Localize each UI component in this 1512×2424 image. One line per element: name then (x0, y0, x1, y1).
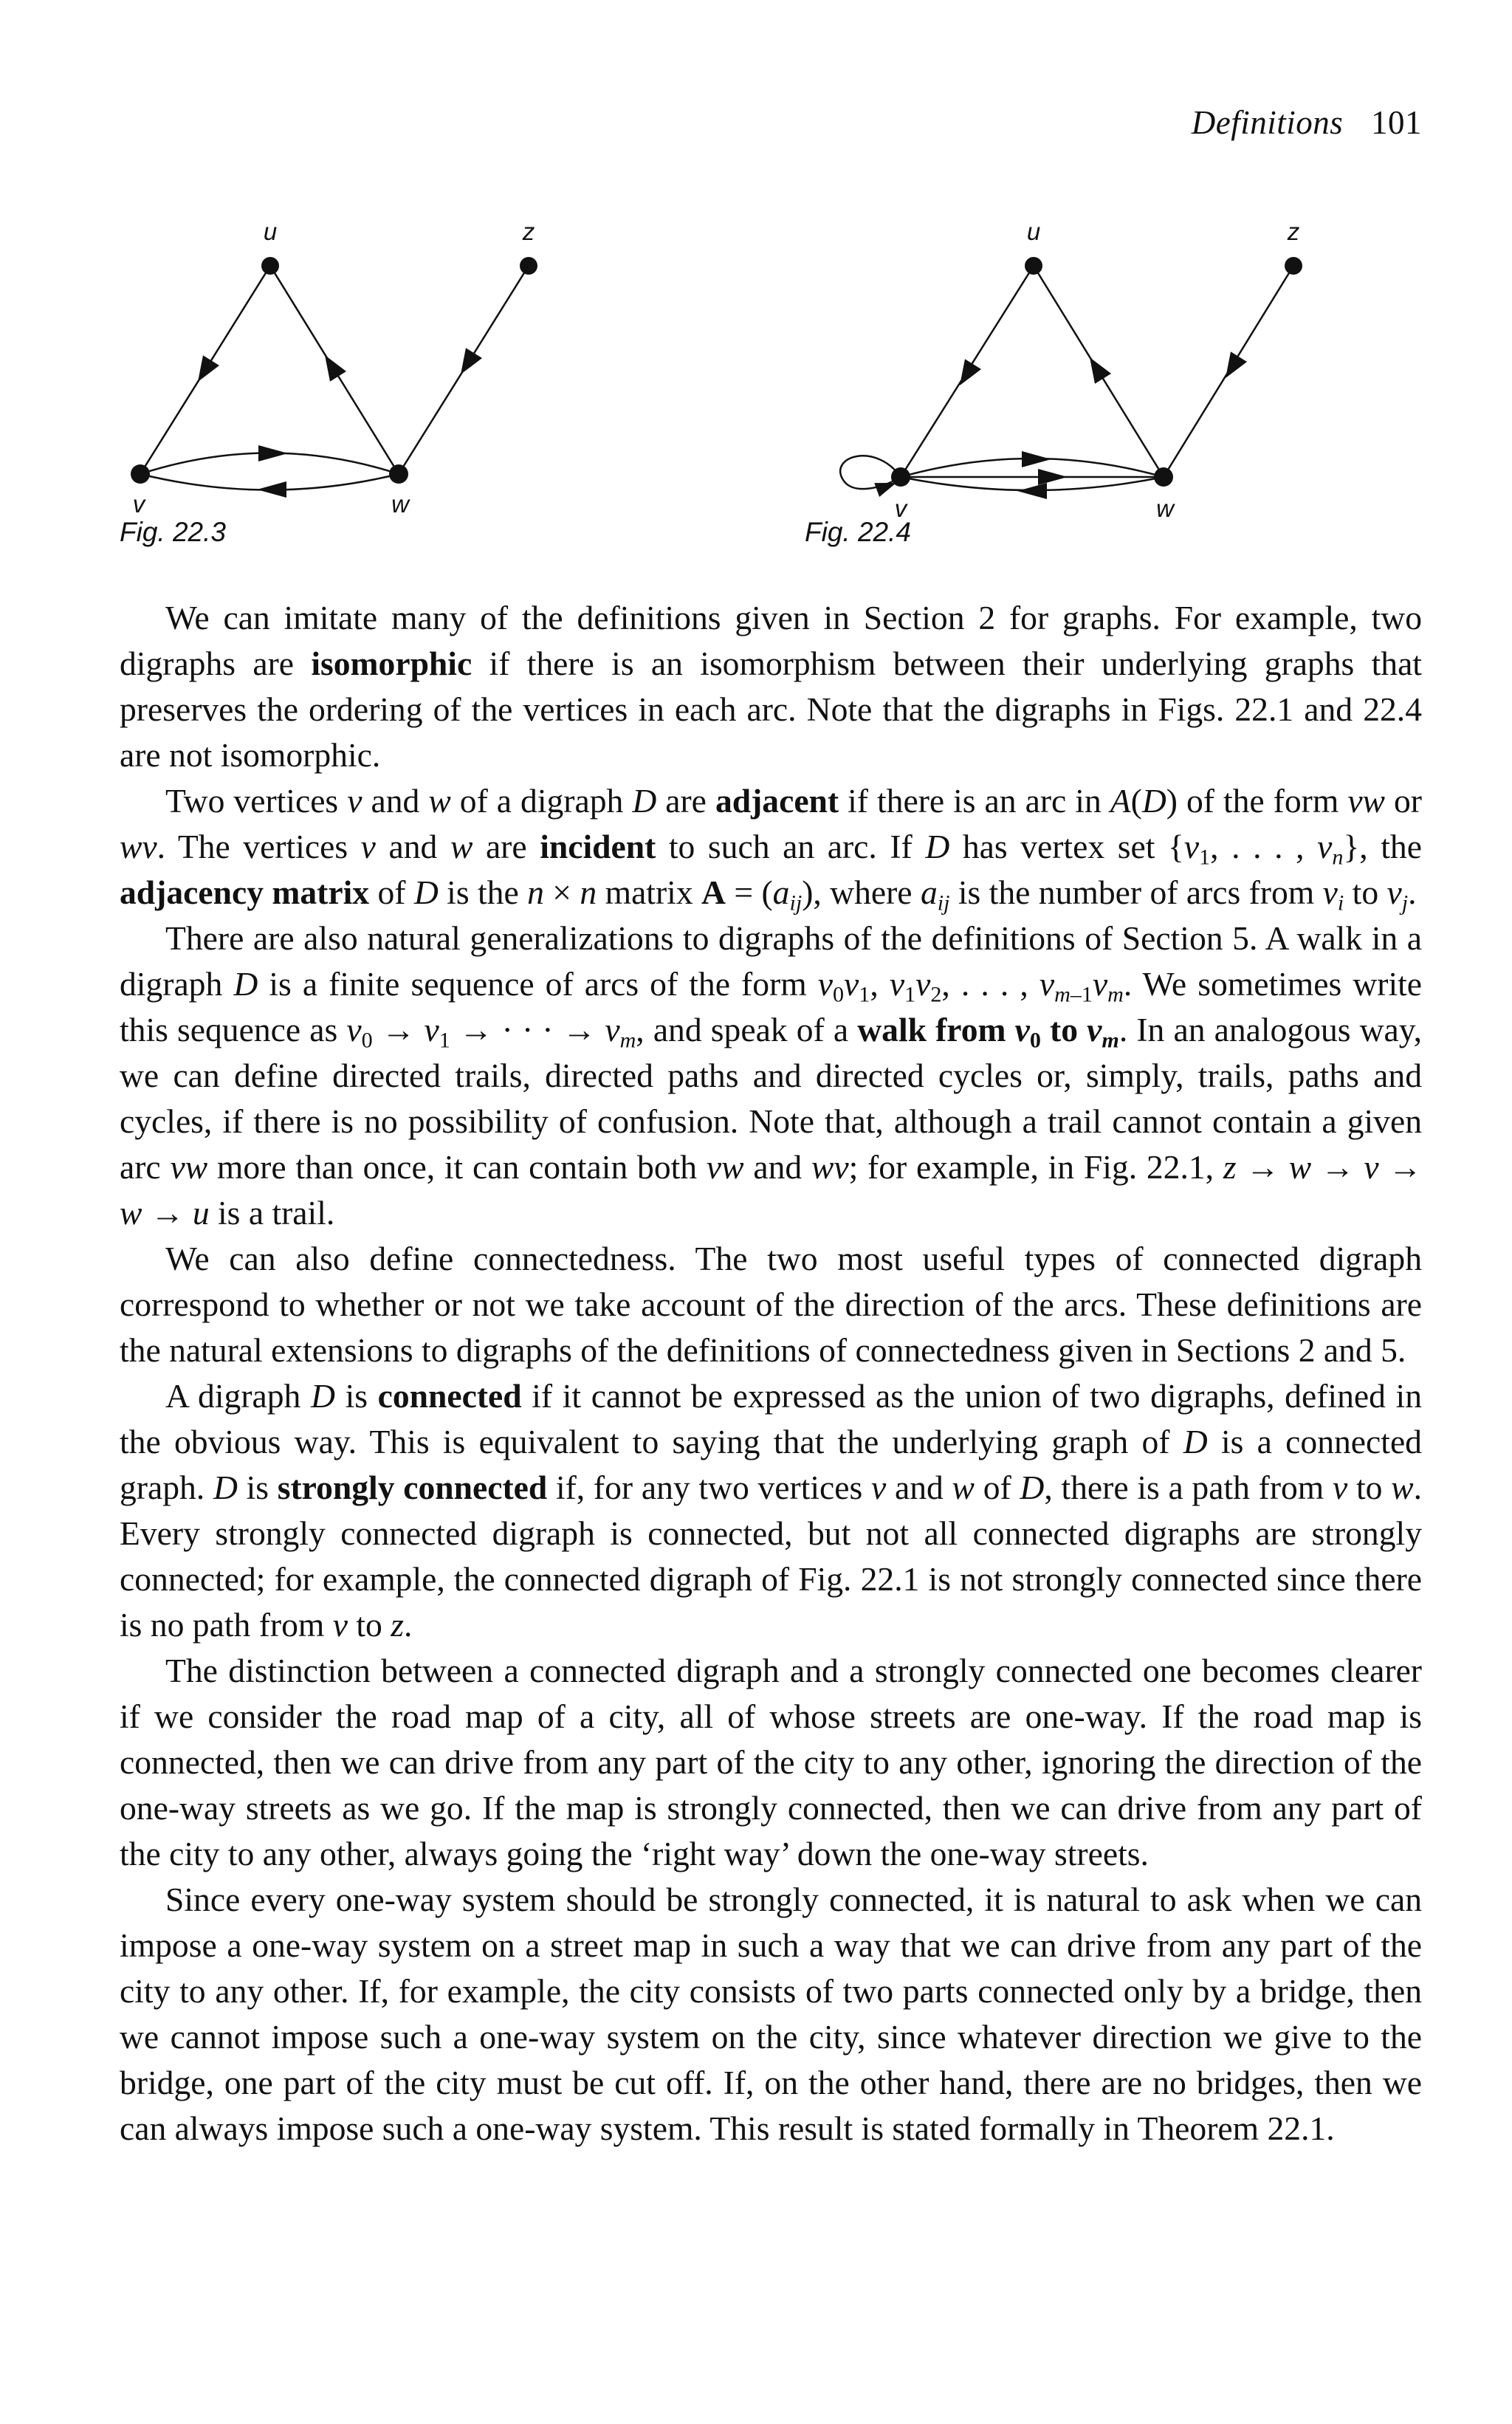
node-label-z: z (1287, 218, 1300, 245)
subscript: n (1332, 844, 1344, 870)
node-label-w: w (391, 490, 409, 518)
math-var: v (1183, 828, 1200, 865)
node-label-u: u (263, 218, 278, 245)
subscript: i (1337, 890, 1344, 916)
math-var: v (889, 965, 905, 1003)
subscript: 0 (833, 981, 845, 1007)
bold-term: isomorphic (311, 645, 472, 682)
math-var: v (424, 1011, 439, 1048)
arrowhead-u-to-v (952, 359, 981, 391)
math-var: n (527, 873, 544, 911)
arrowhead-z-to-w (453, 348, 482, 380)
math-var: w (120, 1194, 142, 1232)
math-var: v (332, 1606, 348, 1644)
math-var: u (192, 1194, 210, 1232)
math-var: v (1322, 873, 1338, 911)
math-var: D (213, 1469, 238, 1506)
page-number: 101 (1371, 104, 1422, 141)
body-text (120, 595, 1422, 2152)
math-var: v (1317, 828, 1333, 865)
digraph-22-4 (805, 207, 1307, 554)
bold-math-var: v (1014, 1011, 1030, 1048)
running-head (1192, 103, 1422, 142)
node-label-v: v (132, 490, 145, 518)
math-var: D (1183, 1423, 1208, 1460)
math-var: v (817, 965, 833, 1003)
subscript: 1 (859, 981, 870, 1007)
subscript: 2 (930, 981, 942, 1007)
node-label-v: v (894, 495, 907, 522)
math-var: v (1386, 873, 1402, 911)
paragraph: We can also define connectedness. The two most useful types of connected digraph correspond to whether or not we take account of the direction of the arcs. These definitions are the natural extensions to digraphs of the definitions of connectedness given in Sections 2 and 5. (120, 1240, 1422, 1369)
math-var: a (920, 873, 938, 911)
paragraph: The distinction between a connected digraph and a strongly connected one becomes clearer if we consider the road map of a city, all of whose streets are one-way. If the road map is connected, then we can drive from any part of the city to any other, ignoring the direction of the one-way streets as we go. If the map is strongly connected, then we can drive from any part of the city to any other, always going the ‘right way’ down the one-way streets. (120, 1652, 1422, 1872)
running-head-title: Definitions (1191, 104, 1344, 141)
figure-caption: Fig. 22.4 (805, 517, 911, 547)
node-label-w: w (1156, 495, 1174, 522)
figure-22-3 (111, 207, 568, 554)
math-var: v (605, 1011, 620, 1048)
math-var: D (1020, 1469, 1045, 1506)
node-w (1154, 467, 1173, 487)
arrowhead-w-to-u (1082, 352, 1111, 384)
math-var: w (952, 1469, 975, 1506)
bold-term: walk from (857, 1011, 1015, 1048)
bold-term: connected (377, 1377, 522, 1415)
math-var: w (1391, 1469, 1414, 1506)
node-z (1285, 257, 1302, 275)
arrowhead-w-to-v (257, 481, 286, 498)
math-var: D (632, 782, 657, 820)
math-var: vw (706, 1148, 744, 1186)
node-u (261, 257, 279, 275)
math-var: z (1223, 1148, 1237, 1186)
subscript: m (1054, 981, 1071, 1007)
math-var: w (450, 828, 473, 865)
subscript: ij (789, 890, 803, 916)
node-u (1025, 257, 1042, 275)
math-var: w (428, 782, 451, 820)
subscript: m (619, 1027, 636, 1053)
math-var: w (1288, 1148, 1312, 1186)
arrowhead-v-to-w-upper (1022, 451, 1051, 467)
node-label-z: z (522, 218, 535, 245)
math-var: v (1092, 965, 1108, 1003)
math-var: v (347, 782, 362, 820)
paragraph: We can imitate many of the definitions given in Section 2 for graphs. For example, two digraphs are isomorphic if there is an isomorphism between their underlying graphs that preserves the ordering of the vertices in each arc. Note that the digraphs in Figs. 22.1 and 22.4 are not isomorphic. (120, 599, 1422, 774)
node-w (389, 464, 408, 484)
node-z (520, 257, 537, 275)
math-var: z (391, 1606, 404, 1644)
math-var: D (925, 828, 950, 865)
figure-22-4 (805, 207, 1307, 554)
math-var: v (915, 965, 931, 1003)
arrowhead-w-to-v (1017, 483, 1047, 499)
bold-term: A (701, 873, 726, 911)
arrowhead-v-to-w (258, 445, 288, 461)
subscript: ij (937, 890, 950, 916)
subscript: 0 (361, 1027, 373, 1053)
subscript: m (1102, 1027, 1119, 1053)
arrowhead-u-to-v (190, 355, 219, 387)
math-var: D (1141, 782, 1166, 820)
math-var: v (844, 965, 859, 1003)
subscript: 1 (1199, 844, 1211, 870)
subscript: 0 (1029, 1027, 1041, 1053)
math-var: D (233, 965, 258, 1003)
bold-term: to (1040, 1011, 1087, 1048)
figure-caption: Fig. 22.3 (120, 517, 226, 547)
arrowhead-z-to-w (1217, 351, 1247, 383)
arrowhead-w-to-u (317, 350, 346, 382)
paragraph: There are also natural generalizations to digraphs of the definitions of Section 5. A walk in a digraph D is a finite sequence of arcs of the form $v_0v_1$, $v_1v_2$, . . . , $v_{m-1}v_m$. We sometimes write this sequence as $v_0 \to v_1$ → · · · → $v_m$, and speak of a walk from $v_0$ to $v_m$. In an analogous way, we can define directed trails, directed paths and directed cycles or, simply, trails, paths and cycles, if there is no possibility of confusion. Note that, although a trail cannot contain a given arc vw more than once, it can contain both vw and wv; for example, in Fig. 22.1, z → w → v → w → u is a trail. (120, 919, 1423, 1232)
math-var: v (871, 1469, 887, 1506)
bold-term: adjacent (715, 782, 839, 820)
math-var: v (1364, 1148, 1379, 1186)
subscript: –1 (1070, 981, 1093, 1007)
math-var: a (772, 873, 790, 911)
math-var: v (360, 828, 376, 865)
math-var: n (580, 873, 597, 911)
paragraph: A digraph D is connected if it cannot be expressed as the union of two digraphs, defined in the obvious way. This is equivalent to saying that the underlying graph of D is a connected graph. D is strongly connected if, for any two vertices v and w of D, there is a path from v to w. Every strongly connected digraph is connected, but not all connected digraphs are strongly connected; for example, the connected digraph of Fig. 22.1 is not strongly connected since there is no path from v to z. (120, 1377, 1423, 1644)
bold-math-var: v (1087, 1011, 1102, 1048)
math-var: A (1110, 782, 1131, 820)
math-var: D (310, 1377, 335, 1415)
math-var: v (1039, 965, 1055, 1003)
math-var: v (1333, 1469, 1348, 1506)
math-var: v (346, 1011, 362, 1048)
bold-term: incident (540, 828, 656, 865)
math-var: vw (1347, 782, 1385, 820)
paragraph: Two vertices v and w of a digraph D are adjacent if there is an arc in A(D) of the form vw or wv. The vertices v and w are incident to such an arc. If D has vertex set {$v_1$, . . . , $v_n$}, the adjacency matrix of D is the n × n matrix $A = (a_{ij})$, where $a_{ij}$ is the number of arcs from $v_i$ to $v_j$. (120, 782, 1422, 916)
arrowhead-v-to-w-middle (1038, 469, 1068, 485)
subscript: m (1107, 981, 1124, 1007)
paragraph: Since every one-way system should be strongly connected, it is natural to ask when we can impose a one-way system on a street map in such a way that we can drive from any part of the city to any other. If, for example, the city consists of two parts connected only by a bridge, then we cannot impose such a one-way system on the city, since whatever direction we give to the bridge, one part of the city must be cut off. If, on the other hand, there are no bridges, then we can always impose such a one-way system. This result is stated formally in Theorem 22.1. (120, 1881, 1422, 2147)
math-var: wv (811, 1148, 849, 1186)
bold-term: strongly connected (277, 1469, 548, 1506)
subscript: 1 (904, 981, 916, 1007)
bold-term: adjacency matrix (120, 873, 370, 911)
subscript: j (1401, 890, 1409, 916)
math-var: vw (170, 1148, 208, 1186)
node-v (891, 467, 910, 487)
subscript: 1 (439, 1027, 450, 1053)
math-var: D (413, 873, 439, 911)
math-var: wv (120, 828, 157, 865)
node-label-u: u (1026, 218, 1041, 245)
digraph-22-3 (111, 207, 568, 554)
node-v (131, 464, 150, 484)
